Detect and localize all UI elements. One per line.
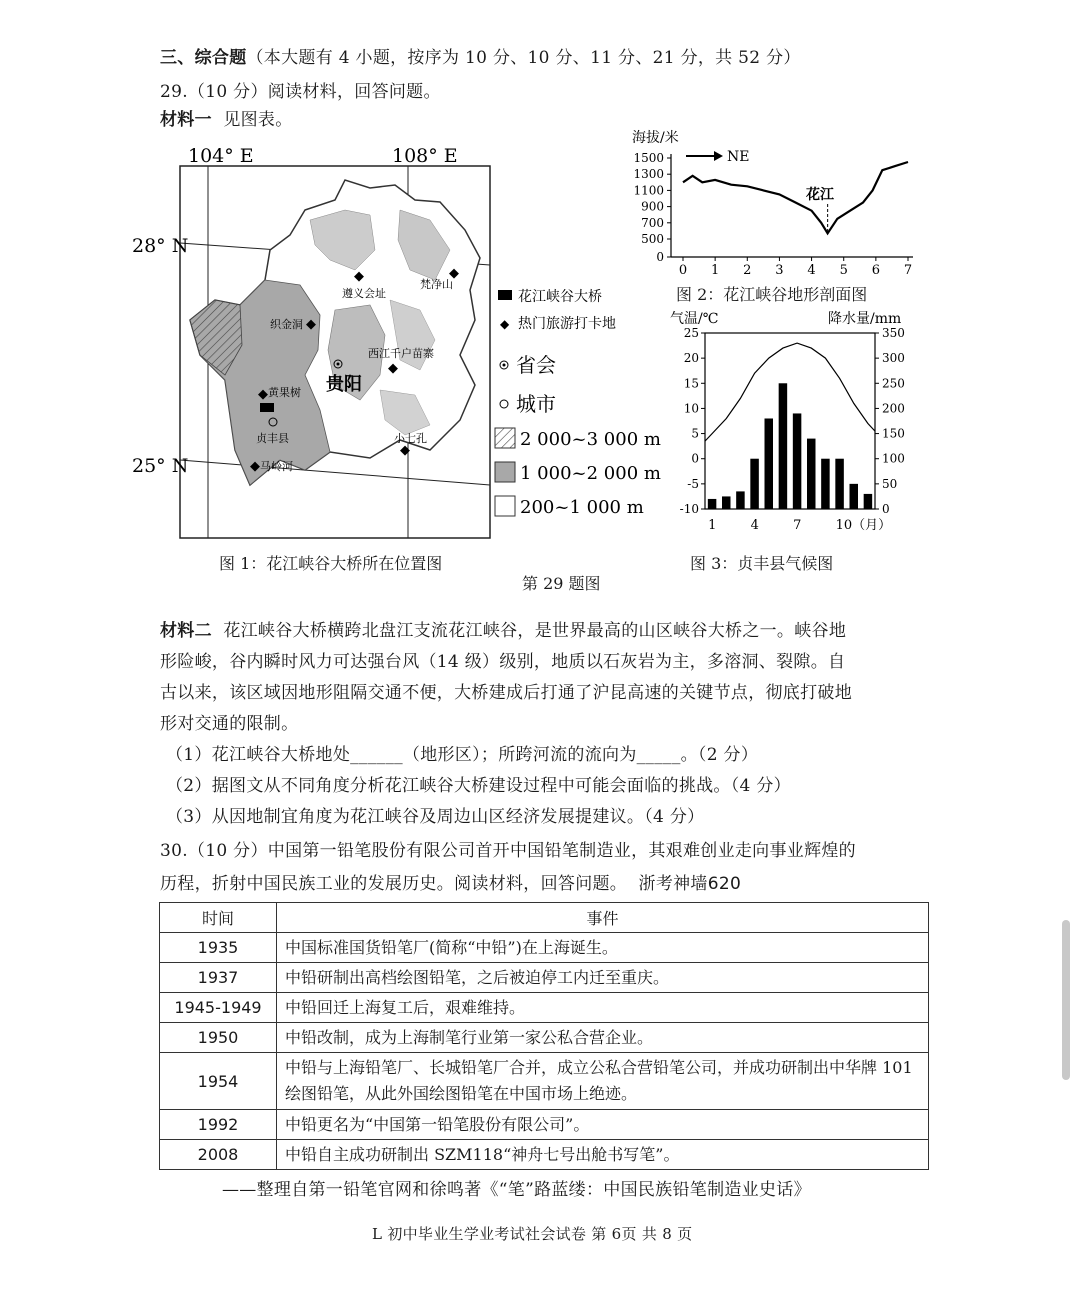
fig3-left-tick-label: 25 — [683, 326, 699, 340]
place-fanjingshan: 梵净山 — [420, 278, 453, 291]
legend-hatch-swatch — [495, 428, 515, 448]
material2-label: 材料二 — [160, 621, 212, 641]
legend-capital-label: 省会 — [516, 353, 556, 377]
fig3-xtick-label: 4 — [750, 518, 759, 533]
legend-city-icon — [500, 400, 508, 408]
fig1-caption: 图 1：花江峡谷大桥所在位置图 — [219, 554, 443, 573]
precip-bar — [835, 459, 844, 509]
fig3-left-tick-label: 15 — [683, 376, 699, 391]
table-header-row — [160, 903, 929, 933]
q29-question-2: （2）据图文从不同角度分析花江峡谷大桥建设过程中可能会面临的挑战。（4 分） — [166, 776, 791, 796]
fig3-xtick-label: 1 — [708, 518, 717, 533]
fig2-ytick-label: 700 — [641, 215, 664, 230]
marker-malinghe: ◆ — [250, 459, 260, 474]
legend-spot-label: 热门旅游打卡地 — [518, 316, 616, 332]
legend-grey-label: 1 000~2 000 m — [520, 463, 661, 484]
table-row — [160, 933, 929, 963]
bridge-marker — [260, 403, 274, 412]
place-malinghe: 马岭河 — [260, 460, 293, 473]
fig2-ylabel: 海拔/米 — [632, 130, 679, 146]
marker-zunyi: ◆ — [354, 269, 364, 284]
row-event: 中铅与上海铅笔厂、长城铅笔厂合并，成立公私合营铅笔公司，并成功研制出中华牌 101 绘图铅笔，从此外国绘图铅笔在中国市场上绝迹。 — [277, 1053, 929, 1110]
table-header-time: 时间 — [160, 903, 277, 933]
lat-label-28: 28° N — [132, 235, 189, 257]
fig-group-caption: 第 29 题图 — [522, 574, 601, 593]
fig2-xtick-label: 5 — [839, 263, 848, 278]
material2-text-1: 花江峡谷大桥横跨北盘江支流花江峡谷，是世界最高的山区峡谷大桥之一。峡谷地 — [223, 621, 847, 641]
q29-question-3: （3）从因地制宜角度为花江峡谷及周边山区经济发展提建议。（4 分） — [166, 807, 705, 827]
table-row — [160, 963, 929, 993]
marker-xijiang: ◆ — [388, 361, 398, 376]
row-year: 1950 — [160, 1023, 277, 1053]
fig3-xtick-label: 7 — [793, 518, 802, 533]
marker-huangguoshu: ◆ — [258, 387, 268, 402]
lat-label-25: 25° N — [132, 455, 189, 477]
fig3-left-tick-label: 10 — [683, 401, 699, 416]
row-year: 1945-1949 — [160, 993, 277, 1023]
legend-white-swatch — [495, 496, 515, 516]
fig3-ylabel-left: 气温/℃ — [670, 311, 719, 327]
fig2-xtick-label: 7 — [903, 263, 913, 278]
q29-head: 29.（10 分）阅读材料，回答问题。 — [160, 82, 441, 102]
row-event: 中铅回迁上海复工后，艰难维持。 — [277, 993, 929, 1023]
legend-spot-icon: ◆ — [500, 317, 510, 331]
place-guiyang: 贵阳 — [326, 374, 362, 395]
fig2-ytick-label: 1300 — [633, 167, 664, 182]
fig3-left-tick-label: -5 — [687, 476, 699, 491]
fig2-direction: NE — [727, 149, 750, 165]
fig2-xtick-label: 3 — [775, 263, 784, 278]
climate-chart — [660, 305, 930, 540]
legend-bridge-label: 花江峡谷大桥 — [518, 289, 602, 305]
fig2-caption: 图 2：花江峡谷地形剖面图 — [676, 285, 868, 304]
row-event: 中铅改制，成为上海制笔行业第一家公私合营企业。 — [277, 1023, 929, 1053]
q29-question-1: （1）花江峡谷大桥地处______（地形区）；所跨河流的流向为_____。（2 分） — [166, 745, 759, 765]
precip-bar — [779, 383, 788, 509]
fig3-left-tick-label: 5 — [691, 426, 699, 441]
fig3-left-tick-label: 0 — [691, 451, 699, 466]
q30-line-1: 30.（10 分）中国第一铅笔股份有限公司首开中国铅笔制造业，其艰难创业走向事业辉煌的 — [160, 841, 856, 861]
place-zhijindong: 织金洞 — [270, 318, 303, 331]
profile-chart — [628, 122, 918, 282]
fig3-ylabel-right: 降水量/mm — [828, 311, 902, 327]
lon-label-104: 104° E — [188, 145, 254, 167]
fig3-left-tick-label: -10 — [679, 502, 699, 516]
legend-hatch-label: 2 000~3 000 m — [520, 429, 661, 450]
precip-bar — [708, 499, 717, 509]
marker-fanjingshan: ◆ — [449, 266, 459, 281]
fig3-right-tick-label: 200 — [882, 401, 905, 416]
fig2-ytick-label: 1500 — [633, 151, 664, 165]
fig3-caption: 图 3：贞丰县气候图 — [690, 554, 834, 573]
marker-zhijindong: ◆ — [306, 317, 316, 332]
fig2-xtick-label: 6 — [871, 263, 880, 278]
precip-bar — [765, 418, 774, 509]
legend-white-label: 200~1 000 m — [520, 497, 644, 518]
material2-line-3: 古以来，该区域因地形阻隔交通不便，大桥建成后打通了沪昆高速的关键节点，彻底打破地 — [160, 683, 852, 703]
fig2-xtick-label: 2 — [743, 263, 752, 278]
fig2-ytick-label: 0 — [656, 250, 664, 264]
fig3-xtick-label: 10（月） — [835, 518, 892, 533]
section-note: （本大题有 4 小题，按序为 10 分、10 分、11 分、21 分，共 52 分） — [246, 48, 801, 68]
fig3-left-tick-label: 20 — [683, 351, 699, 366]
material2-line-2: 形险峻，谷内瞬时风力可达强台风（14 级）级别，地质以石灰岩为主，多溶洞、裂隙。自 — [160, 652, 846, 672]
q30-line-2 — [160, 872, 741, 896]
temperature-curve — [705, 343, 875, 441]
row-year: 2008 — [160, 1140, 277, 1170]
precip-bar — [722, 496, 731, 509]
precip-bar — [736, 491, 745, 509]
legend-bridge-icon — [498, 290, 512, 300]
precip-bar — [850, 484, 859, 509]
section-title: 三、综合题 — [160, 48, 247, 68]
history-table — [159, 902, 929, 1170]
row-year: 1935 — [160, 933, 277, 963]
row-event: 中铅自主成功研制出 SZM118“神舟七号出舱书写笔”。 — [277, 1140, 929, 1170]
fig3-right-tick-label: 350 — [882, 326, 905, 340]
precip-bar — [821, 459, 830, 509]
section-header — [160, 46, 801, 70]
place-zhenfeng: 贞丰县 — [256, 432, 289, 445]
precip-bar — [750, 459, 759, 509]
page-footer: L 初中毕业生学业考试社会试卷 第 6页 共 8 页 — [372, 1225, 693, 1243]
fig3-right-tick-label: 50 — [882, 476, 898, 491]
row-year: 1937 — [160, 963, 277, 993]
fig2-xtick-label: 4 — [807, 263, 816, 278]
material2-line-1 — [160, 619, 846, 643]
fig3-right-tick-label: 0 — [882, 502, 890, 516]
fig2-ytick-label: 900 — [641, 199, 664, 214]
material1-text: 见图表。 — [223, 110, 293, 130]
precip-bar — [807, 439, 816, 509]
precip-bar — [864, 494, 873, 509]
fig2-xtick-label: 0 — [678, 263, 688, 278]
q30-line-2-text: 历程，折射中国民族工业的发展历史。阅读材料，回答问题。 — [160, 874, 628, 894]
table-header-event: 事件 — [277, 903, 929, 933]
fig3-right-tick-label: 300 — [882, 351, 905, 366]
fig3-frame — [705, 333, 875, 509]
profile-line — [683, 162, 908, 233]
legend-grey-swatch — [495, 462, 515, 482]
place-zunyi: 遵义会址 — [342, 287, 386, 300]
table-row — [160, 1053, 929, 1110]
precip-bar — [793, 413, 802, 509]
fig3-right-tick-label: 100 — [882, 451, 905, 466]
scrollbar[interactable] — [1062, 920, 1070, 1080]
material1 — [160, 108, 293, 132]
place-xijiang: 西江千户苗寨 — [368, 347, 434, 360]
fig2-ytick-label: 500 — [641, 232, 664, 246]
fig2-ytick-label: 1100 — [633, 183, 664, 198]
table-row — [160, 993, 929, 1023]
table-source: ——整理自第一铅笔官网和徐鸣著《“笔”路蓝缕：中国民族铅笔制造业史话》 — [222, 1180, 811, 1200]
material1-label: 材料一 — [160, 110, 212, 130]
watermark: 浙考神墙620 — [638, 874, 742, 894]
table-row — [160, 1023, 929, 1053]
fig2-xtick-label: 1 — [711, 263, 720, 278]
lon-label-108: 108° E — [392, 145, 458, 167]
row-year: 1992 — [160, 1110, 277, 1140]
place-huangguoshu: 黄果树 — [268, 386, 301, 399]
row-year: 1954 — [160, 1053, 277, 1110]
material2-line-4: 形对交通的限制。 — [160, 714, 299, 734]
fig3-right-tick-label: 250 — [882, 376, 905, 391]
row-event: 中铅研制出高档绘图铅笔，之后被迫停工内迁至重庆。 — [277, 963, 929, 993]
fig3-right-tick-label: 150 — [882, 426, 905, 441]
row-event: 中铅更名为“中国第一铅笔股份有限公司”。 — [277, 1110, 929, 1140]
table-row — [160, 1140, 929, 1170]
row-event: 中国标准国货铅笔厂(简称“中铅”)在上海诞生。 — [277, 933, 929, 963]
table-row — [160, 1110, 929, 1140]
place-xiaoqikong: 小七孔 — [394, 432, 427, 445]
fig2-river-label: 花江 — [806, 187, 834, 203]
legend-city-label: 城市 — [516, 392, 556, 416]
marker-xiaoqikong: ◆ — [400, 443, 410, 458]
